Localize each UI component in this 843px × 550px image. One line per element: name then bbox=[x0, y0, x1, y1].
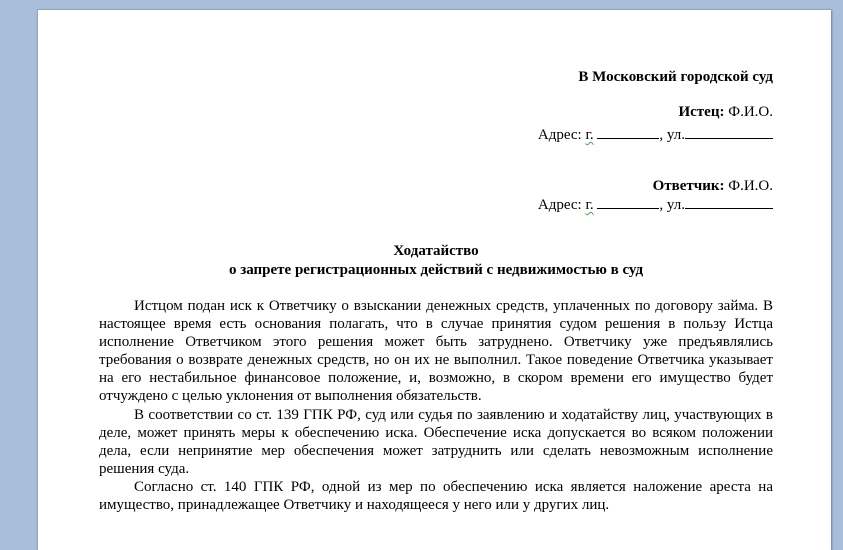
plaintiff-street: , ул. bbox=[659, 127, 685, 143]
paragraph-1: Истцом подан иск к Ответчику о взыскании денежных средств, уплаченных по договору займа. В настоящее время есть основания полагать, что в случае принятия судом решения в пользу Истца исполнение Ответчиком этого решения может быть затруднено. Ответчику уже предъявлялись требования о возврате денежных средств, но он их не выполнил. Такое поведение Ответчика указывает на его нестабильное финансовое положение, и, возможно, в скором времени его имущество будет отчуждено с целью уклонения от выполнения обязательств. bbox=[99, 298, 773, 405]
plaintiff-address-prefix: Адрес: bbox=[537, 127, 586, 143]
defendant-street-blank bbox=[685, 195, 773, 209]
paragraph-3: Согласно ст. 140 ГПК РФ, одной из мер по обеспечению иска является наложение ареста на имущество, принадлежащее Ответчику и находящееся у него или у других лиц. bbox=[99, 478, 773, 514]
defendant-city-blank bbox=[597, 195, 659, 209]
defendant-address bbox=[538, 195, 773, 214]
document-subtitle: о запрете регистрационных действий с недвижимостью в суд bbox=[228, 262, 644, 278]
plaintiff-line bbox=[678, 103, 773, 121]
plaintiff-label: Истец: bbox=[678, 104, 725, 120]
document-page[interactable] bbox=[37, 9, 831, 550]
document-body bbox=[99, 297, 773, 514]
paragraph-2: В соответствии со ст. 139 ГПК РФ, суд или судья по заявлению и ходатайству лиц, участвующих в деле, может принять меры к обеспечению иска. Обеспечение иска допускается во всяком положении дела, если непринятие мер обеспечения может затруднить или сделать невозможным исполнение решения суда. bbox=[99, 406, 773, 477]
court-name: В Московский городской суд bbox=[578, 69, 773, 85]
document-title: Ходатайство bbox=[393, 243, 479, 259]
plaintiff-city-abbr: г. bbox=[585, 127, 594, 143]
defendant-name: Ф.И.О. bbox=[724, 178, 773, 194]
defendant-street: , ул. bbox=[659, 197, 685, 213]
defendant-city-abbr: г. bbox=[585, 197, 594, 213]
defendant-address-prefix: Адрес: bbox=[537, 197, 586, 213]
defendant-line bbox=[653, 177, 773, 195]
defendant-label: Ответчик: bbox=[652, 178, 725, 194]
plaintiff-name: Ф.И.О. bbox=[724, 104, 773, 120]
plaintiff-city-blank bbox=[597, 125, 659, 139]
plaintiff-street-blank bbox=[685, 125, 773, 139]
plaintiff-address bbox=[538, 125, 773, 144]
